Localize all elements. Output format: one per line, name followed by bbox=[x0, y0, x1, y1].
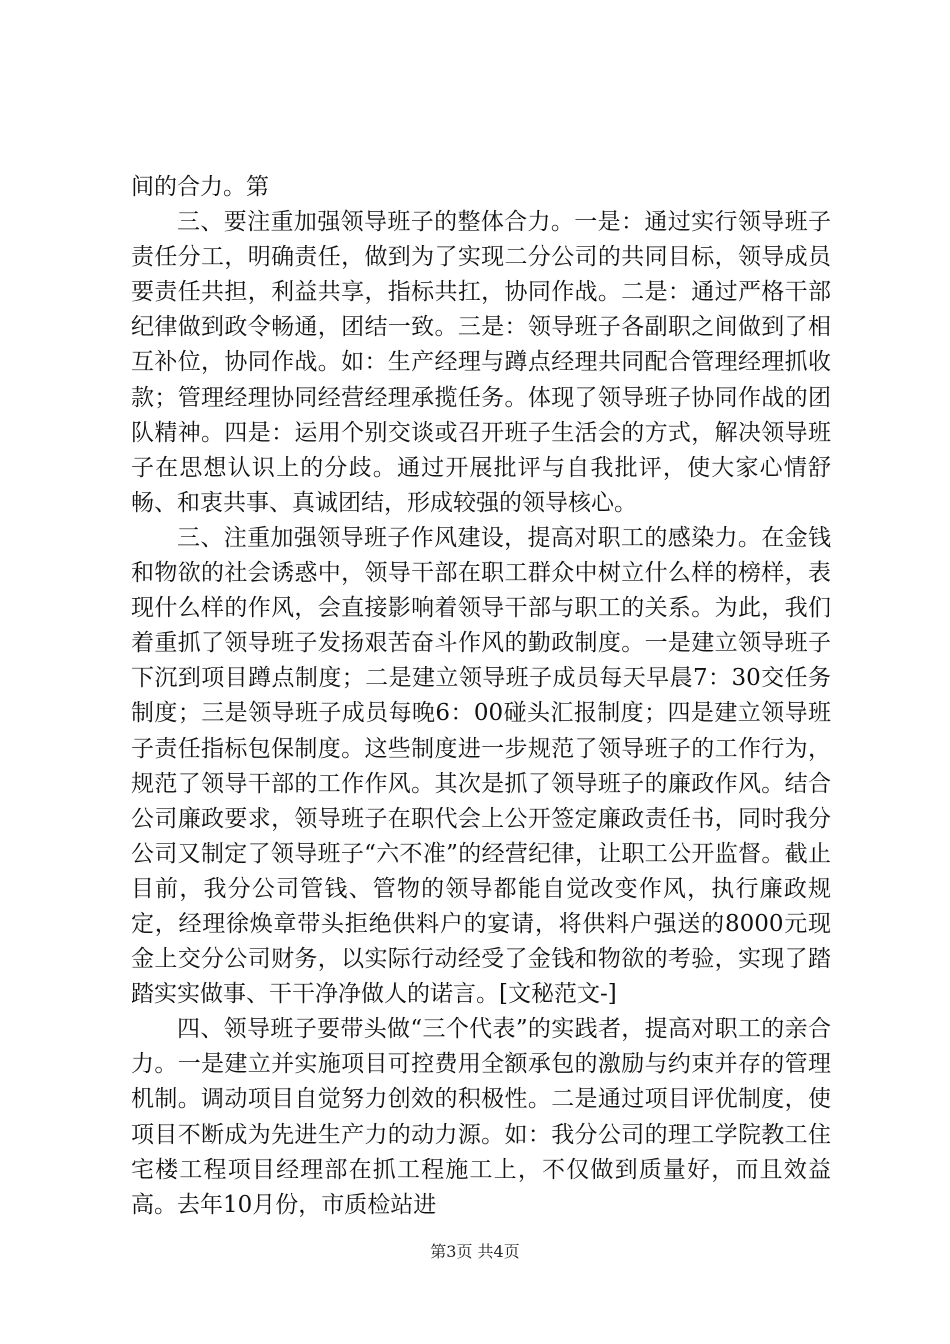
document-body bbox=[131, 170, 831, 1223]
paragraph-work-style: 三、注重加强领导班子作风建设，提高对职工的感染力。在金钱和物欲的社会诱惑中，领导干部在职工群众中树立什么样的榜样，表现什么样的作风，会直接影响着领导干部与职工的关系。为此，我们着重抓了领导班子发扬艰苦奋斗作风的勤政制度。一是建立领导班子下沉到项目蹲点制度；二是建立领导班子成员每天早晨7：30交任务制度；三是领导班子成员每晚6：00碰头汇报制度；四是建立领导班子责任指标包保制度。这些制度进一步规范了领导班子的工作行为，规范了领导干部的工作作风。其次是抓了领导班子的廉政作风。结合公司廉政要求，领导班子在职代会上公开签定廉政责任书，同时我分公司又制定了领导班子“六不准”的经营纪律，让职工公开监督。截止目前，我分公司管钱、管物的领导都能自觉改变作风，执行廉政规定，经理徐焕章带头拒绝供料户的宴请，将供料户强送的8000元现金上交分公司财务，以实际行动经受了金钱和物欲的考验，实现了踏踏实实做事、干干净净做人的诺言。[文秘范文-] bbox=[131, 524, 831, 1008]
paragraph-three-represents: 四、领导班子要带头做“三个代表”的实践者，提高对职工的亲合力。一是建立并实施项目可控费用全额承包的激励与约束并存的管理机制。调动项目自觉努力创效的积极性。二是通过项目评优制度，使项目不断成为先进生产力的动力源。如：我分公司的理工学院教工住宅楼工程项目经理部在抓工程施工上，不仅做到质量好，而且效益高。去年10月份，市质检站进 bbox=[131, 1016, 831, 1218]
paragraph-team-cohesion: 三、要注重加强领导班子的整体合力。一是：通过实行领导班子责任分工，明确责任，做到为了实现二分公司的共同目标，领导成员要责任共担，利益共享，指标共扛，协同作战。二是：通过严格干部纪律做到政令畅通，团结一致。三是：领导班子各副职之间做到了相互补位，协同作战。如：生产经理与蹲点经理共同配合管理经理抓收款；管理经理协同经营经理承揽任务。体现了领导班子协同作战的团队精神。四是：运用个别交谈或召开班子生活会的方式，解决领导班子在思想认识上的分歧。通过开展批评与自我批评，使大家心情舒畅、和衷共事、真诚团结，形成较强的领导核心。 bbox=[131, 209, 831, 516]
page-footer: 第3页 共4页 bbox=[430, 1242, 520, 1261]
paragraph-continuation: 间的合力。第 bbox=[131, 174, 269, 200]
